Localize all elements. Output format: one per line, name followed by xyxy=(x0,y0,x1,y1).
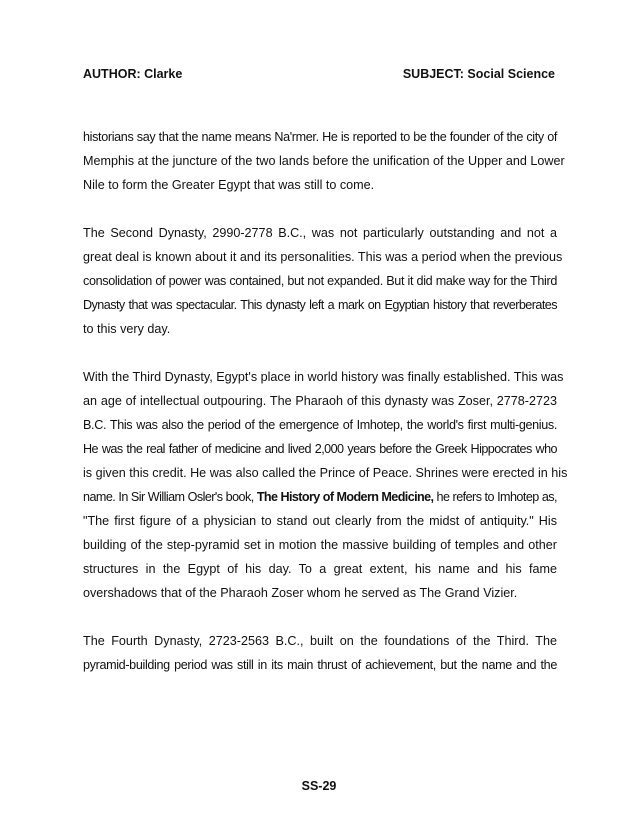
subject-label: SUBJECT: Social Science xyxy=(402,67,555,81)
text-line: With the Third Dynasty, Egypt's place in world history was finally established. This was xyxy=(83,370,564,384)
text-line: The Second Dynasty, 2990-2778 B.C., was not particularly outstanding and not a xyxy=(83,226,557,240)
text-line: pyramid-building period was still in its main thrust of achievement, but the name and the xyxy=(83,658,557,672)
paragraph-narmer xyxy=(83,125,565,197)
text-line: The Fourth Dynasty, 2723-2563 B.C., built on the foundations of the Third. The xyxy=(83,634,557,648)
text-line: He was the real father of medicine and lived 2,000 years before the Greek Hippocrates who xyxy=(83,442,557,456)
author-label: AUTHOR: Clarke xyxy=(83,67,183,81)
text-line-book-reference xyxy=(83,485,557,509)
text-line: Nile to form the Greater Egypt that was still to come. xyxy=(83,178,375,192)
text-line: Dynasty that was spectacular. This dynasty left a mark on Egyptian history that reverberates xyxy=(83,298,557,312)
text-line: building of the step-pyramid set in motion the massive building of temples and other xyxy=(83,538,557,552)
paragraph-second-dynasty xyxy=(83,221,563,341)
text-line: B.C. This was also the period of the emergence of Imhotep, the world's first multi-genius. xyxy=(83,418,557,432)
document-body xyxy=(83,125,568,701)
text-line: Memphis at the juncture of the two lands before the unification of the Upper and Lower xyxy=(83,154,565,168)
text-line: to this very day. xyxy=(83,322,171,336)
text-line: structures in the Egypt of his day. To a great extent, his name and his fame xyxy=(83,562,557,576)
book-line-before: name. In Sir William Osler's book, xyxy=(83,490,257,504)
page-header xyxy=(83,67,555,83)
text-line: "The first figure of a physician to stand out clearly from the midst of antiquity." His xyxy=(83,514,557,528)
text-line: overshadows that of the Pharaoh Zoser whom he served as The Grand Vizier. xyxy=(83,586,518,600)
text-line: historians say that the name means Na'rmer. He is reported to be the founder of the city of xyxy=(83,130,557,144)
text-line: is given this credit. He was also called the Prince of Peace. Shrines were erected in his xyxy=(83,466,568,480)
text-line: great deal is known about it and its personalities. This was a period when the previous xyxy=(83,250,563,264)
paragraph-fourth-dynasty xyxy=(83,629,557,677)
paragraph-third-dynasty xyxy=(83,365,568,605)
page-number: SS-29 xyxy=(301,779,337,793)
text-line: an age of intellectual outpouring. The Pharaoh of this dynasty was Zoser, 2778-2723 xyxy=(83,394,557,408)
text-line: consolidation of power was contained, but not expanded. But it did make way for the Third xyxy=(83,274,557,288)
book-line-after: he refers to Imhotep as, xyxy=(433,490,557,504)
book-title: The History of Modern Medicine, xyxy=(256,490,434,504)
